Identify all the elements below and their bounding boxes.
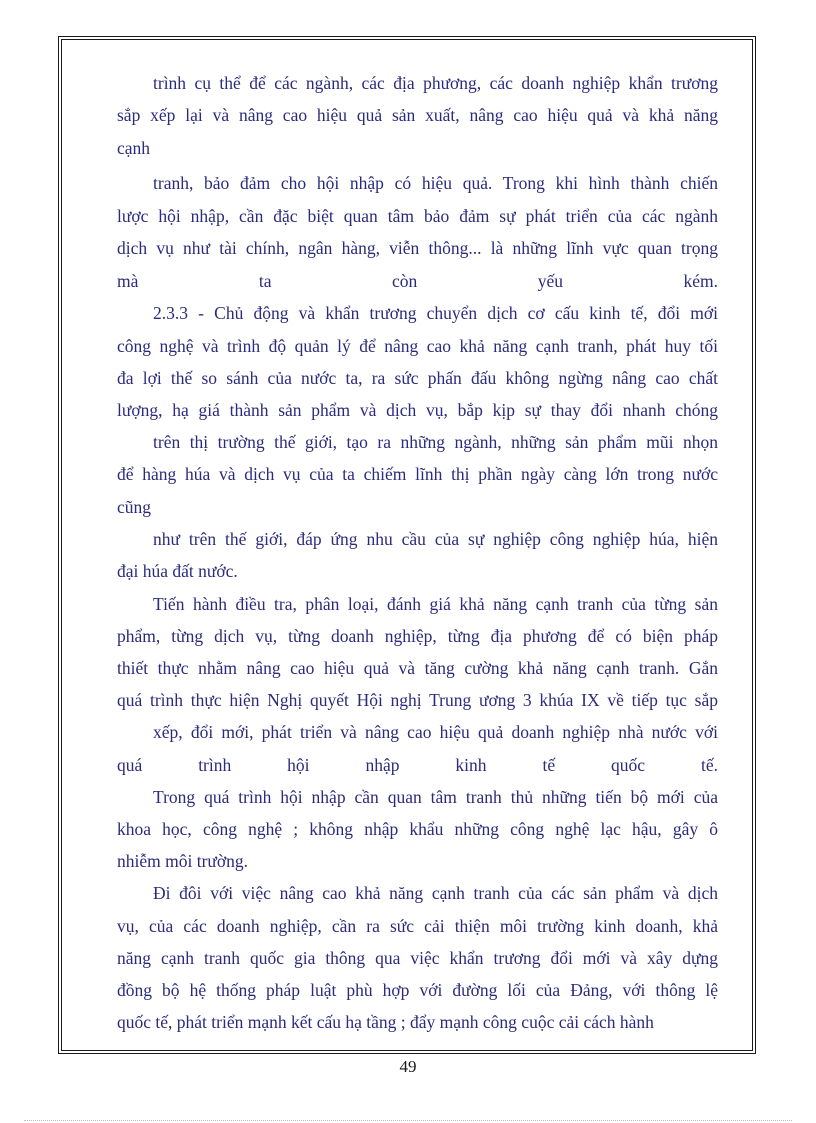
page-number: 49 <box>399 1057 417 1076</box>
text-line: quá trình thực hiện Nghị quyết Hội nghị Trung ương 3 khúa IX về tiếp tục sắp <box>117 690 718 710</box>
text-line: nhiễm môi trường. <box>117 851 249 871</box>
text-line: khoa học, công nghệ ; không nhập khẩu những công nghệ lạc hậu, gây ô <box>117 819 718 839</box>
text-line: đồng bộ hệ thống pháp luật phù hợp với đường lối của Đảng, với thông lệ <box>117 980 718 1000</box>
text-line: phẩm, từng dịch vụ, từng doanh nghiệp, từng địa phương để có biện pháp <box>117 626 718 646</box>
text-line: đa lợi thế so sánh của nước ta, ra sức phấn đấu không ngừng nâng cao chất <box>117 368 718 388</box>
text-line: dịch vụ như tài chính, ngân hàng, viễn thông... là những lĩnh vực quan trọng <box>117 238 718 258</box>
text-line: 2.3.3 - Chủ động và khẩn trương chuyển dịch cơ cấu kinh tế, đổi mới <box>153 303 718 323</box>
text-line: lược hội nhập, cần đặc biệt quan tâm bảo đảm sự phát triển của các ngành <box>117 206 718 226</box>
text-line: cũng <box>117 497 152 517</box>
text-line: Đi đôi với việc nâng cao khả năng cạnh tranh của các sản phẩm và dịch <box>153 883 718 903</box>
text-line: trên thị trường thế giới, tạo ra những ngành, những sản phẩm mũi nhọn <box>153 432 718 452</box>
text-line: Trong quá trình hội nhập cần quan tâm tranh thủ những tiến bộ mới của <box>153 787 718 807</box>
text-line: xếp, đổi mới, phát triển và nâng cao hiệu quả doanh nghiệp nhà nước với <box>153 722 718 742</box>
text-line: để hàng húa và dịch vụ của ta chiếm lĩnh thị phần ngày càng lớn trong nước <box>117 464 718 484</box>
text-line: vụ, của các doanh nghiệp, cần ra sức cải thiện môi trường kinh doanh, khả <box>117 916 718 936</box>
text-line: trình cụ thể để các ngành, các địa phương, các doanh nghiệp khẩn trương <box>153 73 718 93</box>
page-bottom-divider <box>24 1120 792 1121</box>
text-line: thiết thực nhằm nâng cao hiệu quả và tăng cường khả năng cạnh tranh. Gắn <box>117 658 718 678</box>
text-line: như trên thế giới, đáp ứng nhu cầu của sự nghiệp công nghiệp húa, hiện <box>153 529 718 549</box>
text-line: năng cạnh tranh quốc gia thông qua việc khẩn trương đổi mới và xây dựng <box>117 948 718 968</box>
text-line: lượng, hạ giá thành sản phẩm và dịch vụ, bắp kịp sự thay đổi nhanh chóng <box>117 400 718 420</box>
text-line: Tiến hành điều tra, phân loại, đánh giá khả năng cạnh tranh của từng sản <box>153 594 718 614</box>
text-line: đại húa đất nước. <box>117 561 238 581</box>
text-line: sắp xếp lại và nâng cao hiệu quả sản xuất, nâng cao hiệu quả và khả năng <box>117 105 718 125</box>
text-line: quốc tế, phát triển mạnh kết cấu hạ tầng ; đẩy mạnh công cuộc cải cách hành <box>117 1012 654 1032</box>
text-line: tranh, bảo đảm cho hội nhập có hiệu quả. Trong khi hình thành chiến <box>153 173 718 193</box>
text-line: công nghệ và trình độ quản lý để nâng cao khả năng cạnh tranh, phát huy tối <box>117 336 718 356</box>
text-line: quá trình hội nhập kinh tế quốc tế. <box>117 755 718 775</box>
text-line: cạnh <box>117 138 151 158</box>
text-line: mà ta còn yếu kém. <box>117 271 718 291</box>
